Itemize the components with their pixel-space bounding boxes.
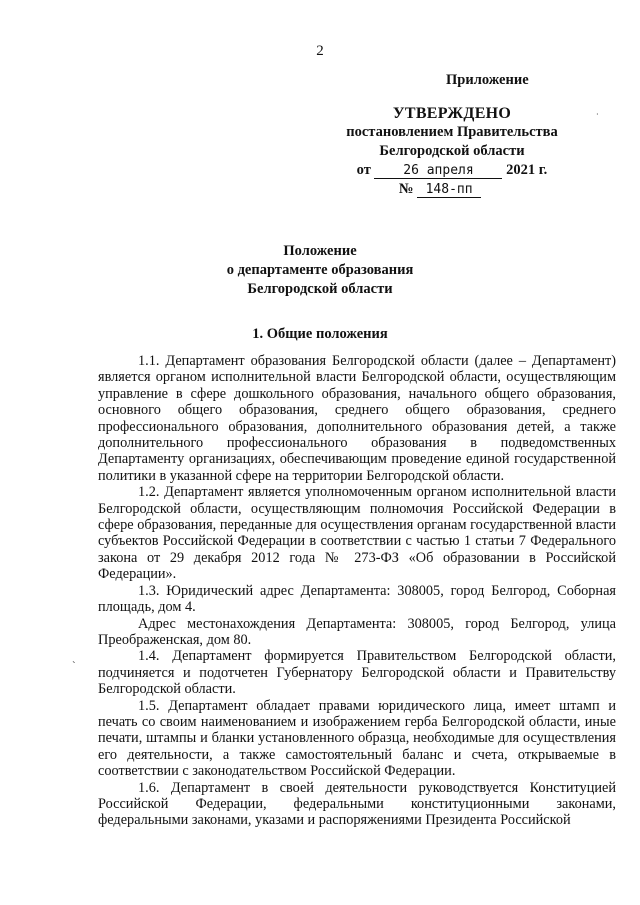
- title-line-2: о департаменте образования: [226, 262, 414, 278]
- paragraph: 1.1. Департамент образования Белгородской области (далее – Департамент) является органом исполнительной власти Белгородской области, осуществляющим управление в сфере дошкольного образования, начального общего образования, основного общего образования, среднего общего образования, среднего профессионального образования, дополнительного образования детей, а также дополнительного профессионального образования в подведомственных Департаменту организациях, обеспечивающим проведение единой государственной политики в указанной сфере на территории Белгородской области.: [98, 353, 616, 484]
- paragraph: 1.4. Департамент формируется Правительством Белгородской области, подчиняется и подотчетен Губернатору Белгородской области и Правительству Белгородской области.: [98, 648, 616, 698]
- date-day-month: 26 апреля: [374, 164, 502, 179]
- approval-date: [302, 161, 602, 180]
- paragraph: Адрес местонахождения Департамента: 308005, город Белгород, улица Преображенская, дом 80.: [98, 615, 616, 648]
- document-title: [0, 242, 640, 299]
- title-line-3: Белгородской области: [247, 281, 393, 297]
- paragraph: 1.5. Департамент обладает правами юридического лица, имеет штамп и печать со своим наименованием и изображением герба Белгородской области, иные печати, штампы и бланки установленного образца, необходимые для осуществления его деятельности, а также самостоятельный баланс и счета, открываемые в соответствии с законодательством Российской Федерации.: [98, 697, 616, 780]
- document-body: [98, 353, 616, 829]
- date-year: 2021 г.: [506, 162, 548, 178]
- number-value: 148-пп: [417, 183, 481, 198]
- paragraph: 1.6. Департамент в своей деятельности руководствуется Конституцией Российской Федерации, федеральными конституционными законами, федеральными законами, указами и распоряжениями Президента Российской: [98, 779, 616, 829]
- approval-number: [302, 180, 602, 199]
- appendix-label: Приложение: [446, 72, 529, 88]
- scan-mark: ˋ: [72, 660, 76, 672]
- title-line-1: Положение: [283, 243, 357, 259]
- number-prefix: №: [398, 181, 414, 197]
- approval-line-2: Белгородской области: [379, 143, 525, 159]
- scan-speck: ·: [596, 110, 599, 119]
- page-number: 2: [316, 43, 324, 59]
- section-title: 1. Общие положения: [252, 326, 388, 342]
- approval-line-1: постановлением Правительства: [346, 124, 558, 140]
- approval-heading: УТВЕРЖДЕНО: [392, 105, 512, 122]
- paragraph: 1.3. Юридический адрес Департамента: 308005, город Белгород, Соборная площадь, дом 4.: [98, 582, 616, 616]
- date-prefix: от: [356, 162, 371, 178]
- paragraph: 1.2. Департамент является уполномоченным органом исполнительной власти Белгородской области, осуществляющим полномочия Российской Федерации в сфере образования, переданные для осуществления органам государственной власти субъектов Российской Федерации в соответствии с частью 1 статьи 7 Федерального закона от 29 декабря 2012 года № 273-ФЗ «Об образовании в Российской Федерации».: [98, 484, 616, 583]
- approval-block: [302, 104, 602, 199]
